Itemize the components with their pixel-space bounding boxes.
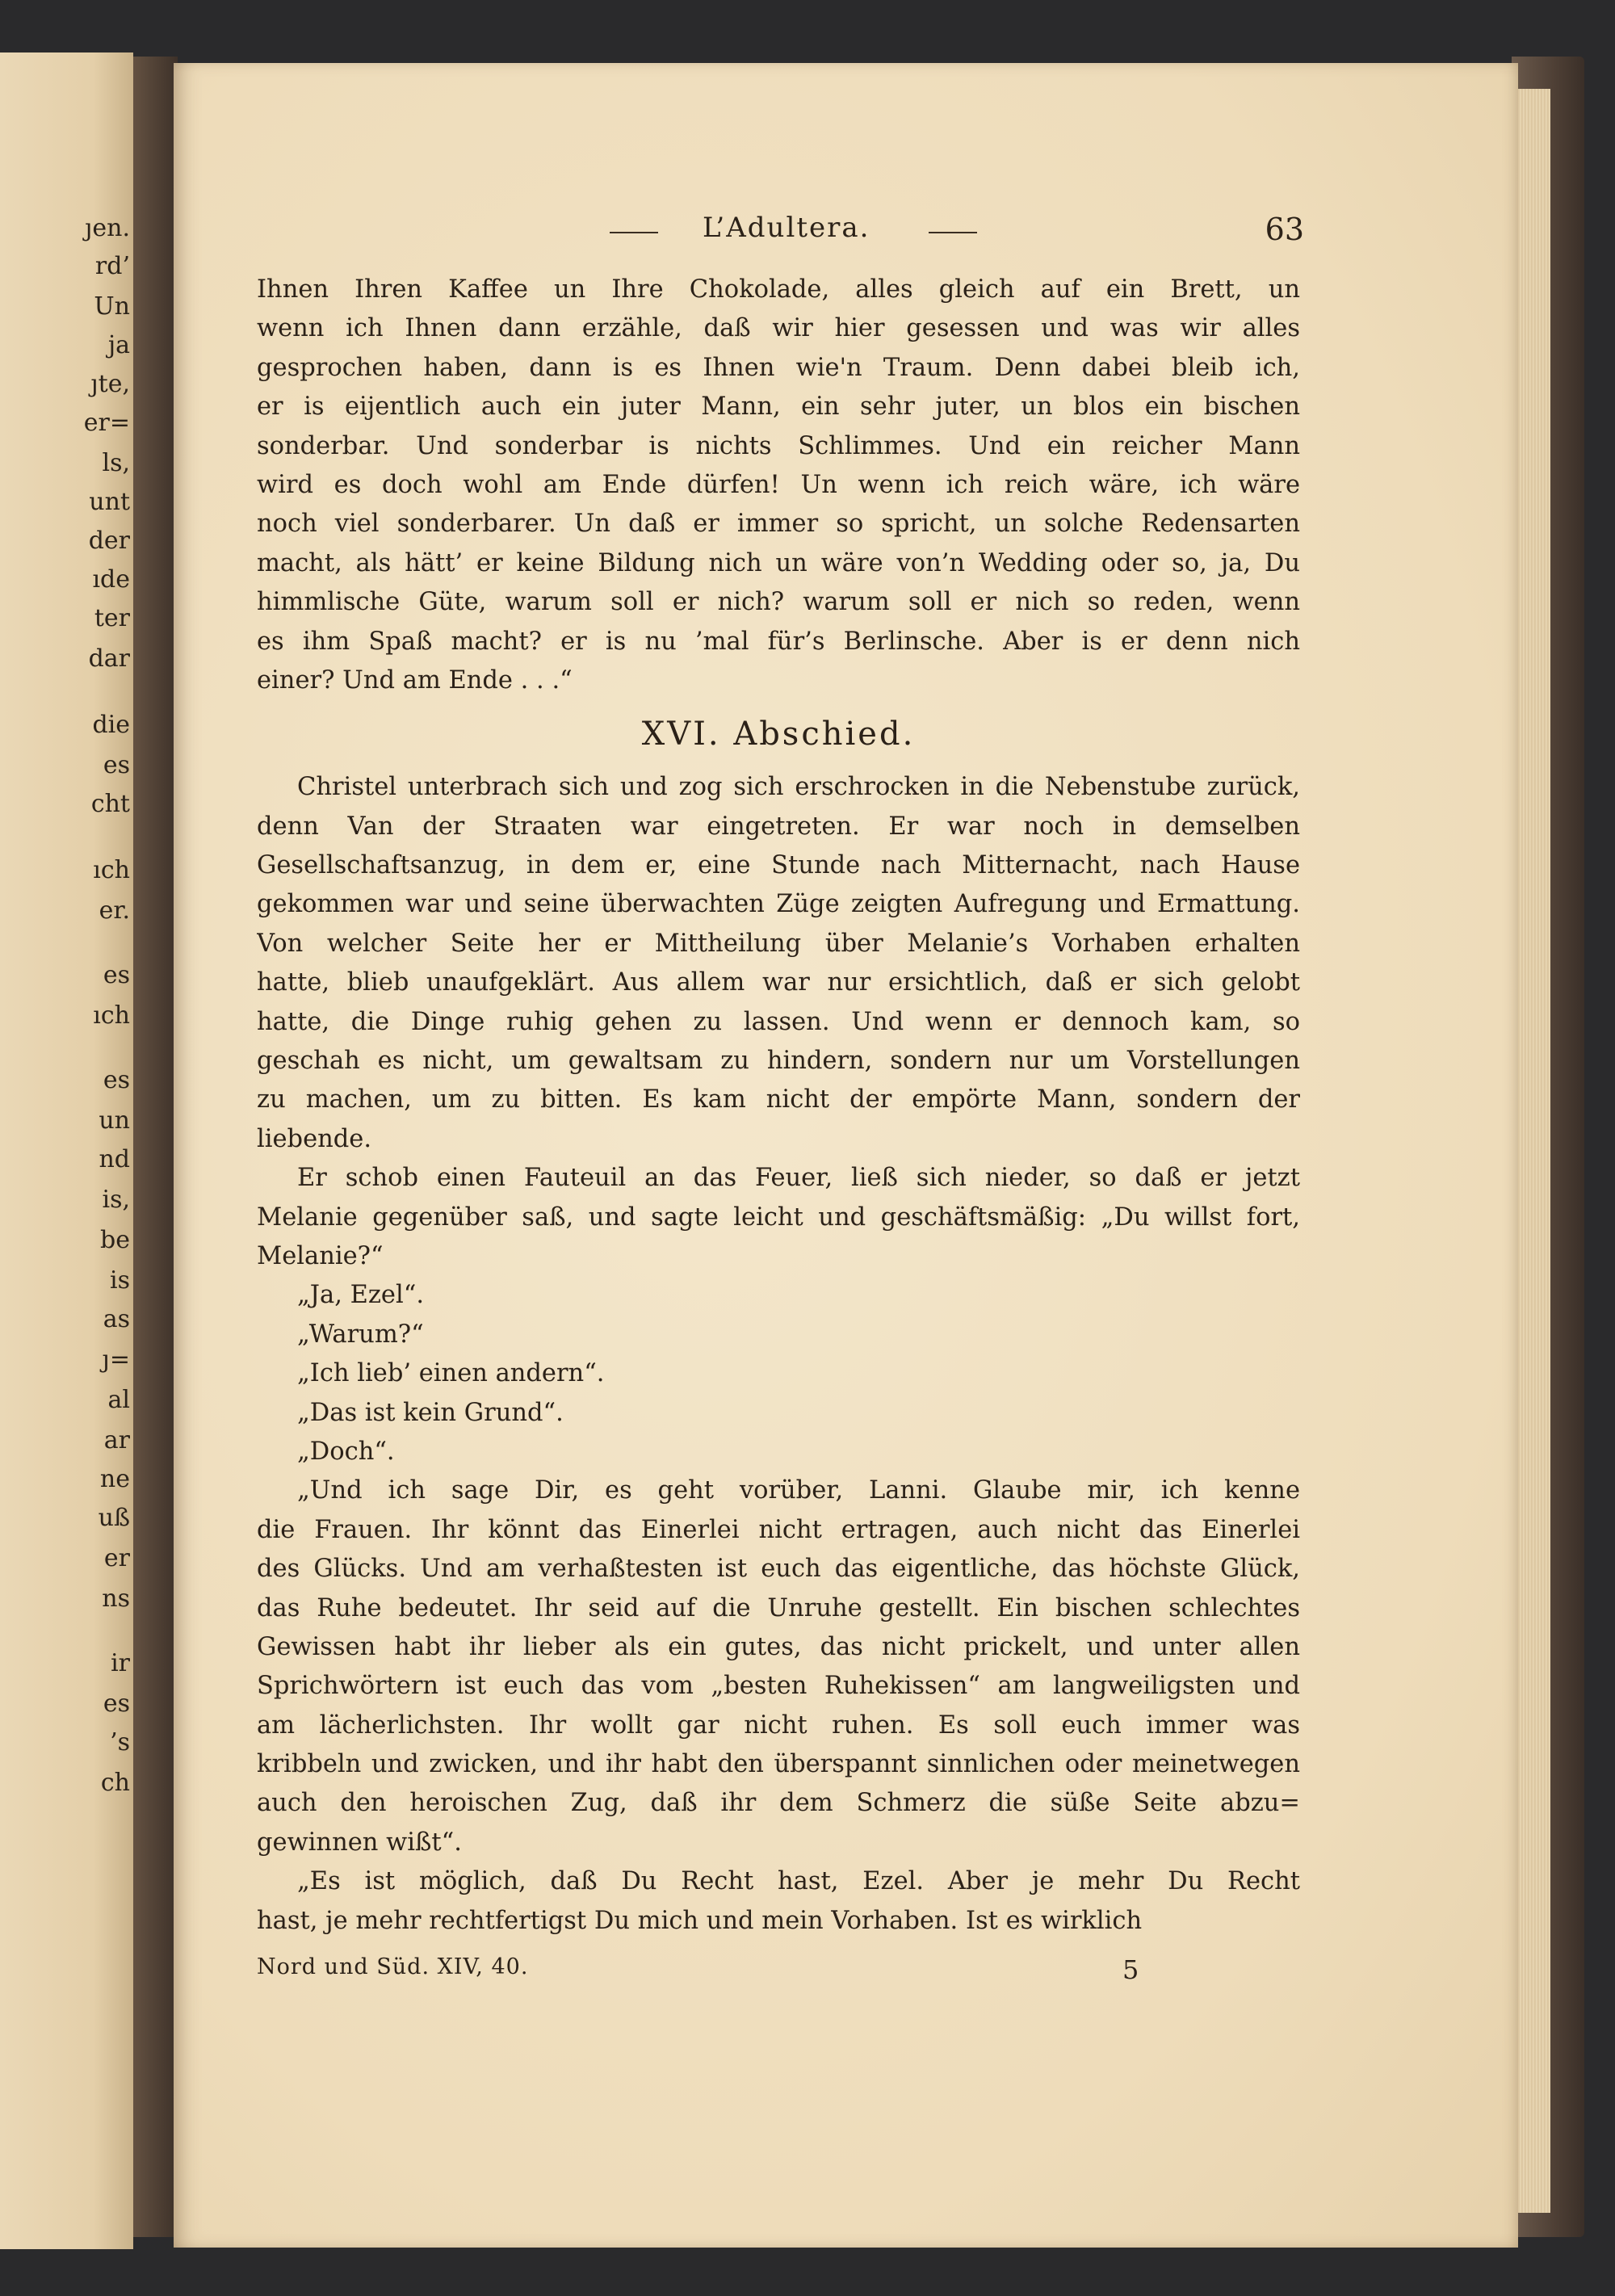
- left-page-fragment: ls,: [102, 449, 130, 477]
- header-rule-left: [610, 232, 658, 233]
- left-page-fragment: der: [88, 527, 130, 555]
- left-page-fragment: es: [103, 1066, 130, 1094]
- text-line: „Ich lieb’ einen andern“.: [297, 1359, 605, 1388]
- left-page-fragment: ter: [94, 604, 130, 632]
- left-page-fragment: ir: [111, 1649, 130, 1677]
- text-line: hast, je mehr rechtfertigst Du mich und mein Vorhaben. Ist es wirklich: [257, 1906, 1143, 1935]
- text-line: gewinnen wißt“.: [257, 1828, 462, 1857]
- signature-mark: Nord und Süd. XIV, 40.: [257, 1954, 529, 1979]
- left-facing-page: [0, 52, 133, 2249]
- text-line: sonderbar. Und sonderbar is nichts Schlimmes. Und ein reicher Mann: [257, 431, 1300, 460]
- text-line: liebende.: [257, 1124, 372, 1153]
- text-line: kribbeln und zwicken, und ihr habt den überspannt sinnlichen oder meinetwegen: [257, 1750, 1300, 1779]
- left-page-fragment: es: [103, 751, 130, 779]
- text-line: er is eijentlich auch ein juter Mann, ein sehr juter, un blos ein bischen: [257, 392, 1300, 422]
- text-line: himmlische Güte, warum soll er nich? warum soll er nich so reden, wenn: [257, 588, 1300, 617]
- left-page-fragment: nd: [99, 1145, 130, 1173]
- left-page-fragment: er.: [99, 896, 130, 925]
- text-line: „Das ist kein Grund“.: [297, 1398, 564, 1427]
- text-line: hatte, die Dinge ruhig gehen zu lassen. Und wenn er dennoch kam, so: [257, 1007, 1300, 1036]
- text-line: die Frauen. Ihr könnt das Einerlei nicht ertragen, auch nicht das Einerlei: [257, 1515, 1300, 1544]
- text-line: Christel unterbrach sich und zog sich erschrocken in die Nebenstube zurück,: [297, 773, 1300, 802]
- text-line: Gesellschaftsanzug, in dem er, eine Stunde nach Mitternacht, nach Hause: [257, 851, 1300, 880]
- text-before-chapter: [257, 271, 1300, 700]
- text-line: Gewissen habt ihr lieber als ein gutes, das nicht prickelt, und unter allen: [257, 1632, 1300, 1661]
- text-line: gesprochen haben, dann is es Ihnen wie'n Traum. Denn dabei bleib ich,: [257, 353, 1300, 382]
- text-line: „Ja, Ezel“.: [297, 1281, 425, 1310]
- left-page-fragment: er: [103, 1544, 130, 1572]
- text-line: einer? Und am Ende . . .“: [257, 665, 573, 695]
- running-title: L’Adultera.: [703, 212, 870, 244]
- text-line: Melanie?“: [257, 1241, 384, 1270]
- text-line: wird es doch wohl am Ende dürfen! Un wenn ich reich wäre, ich wäre: [257, 470, 1300, 499]
- left-page-fragment: be: [100, 1226, 130, 1254]
- left-page-fragment: ȷ=: [102, 1345, 130, 1374]
- text-line: es ihm Spaß macht? er is nu ’mal für’s Berlinsche. Aber is er denn nich: [257, 627, 1300, 656]
- text-line: noch viel sonderbarer. Un daß er immer so spricht, un solche Redensarten: [257, 510, 1300, 539]
- text-line: denn Van der Straaten war eingetreten. Er war noch in demselben: [257, 812, 1300, 841]
- text-line: des Glücks. Und am verhaßtesten ist euch das eigentliche, das höchste Glück,: [257, 1555, 1300, 1584]
- left-page-fragment: ar: [103, 1426, 130, 1454]
- left-page-fragment: ne: [99, 1465, 130, 1493]
- left-page-fragment: ja: [107, 331, 130, 359]
- page-number: 63: [1265, 212, 1304, 247]
- text-line: „Warum?“: [297, 1320, 424, 1349]
- text-line: Ihnen Ihren Kaffee un Ihre Chokolade, alles gleich auf ein Brett, un: [257, 275, 1300, 304]
- text-line: geschah es nicht, um gewaltsam zu hindern, sondern nur um Vorstellungen: [257, 1047, 1300, 1076]
- text-line: wenn ich Ihnen dann erzähle, daß wir hier gesessen und was wir alles: [257, 314, 1300, 343]
- left-page-fragment: cht: [90, 790, 130, 818]
- left-page-fragment: ıde: [92, 565, 130, 594]
- text-line: am lächerlichsten. Ihr wollt gar nicht ruhen. Es soll euch immer was: [257, 1710, 1300, 1740]
- left-page-fragment: ’s: [110, 1728, 130, 1757]
- text-line: gekommen war und seine überwachten Züge zeigten Aufregung und Ermattung.: [257, 890, 1300, 919]
- text-line: Melanie gegenüber saß, und sagte leicht und geschäftsmäßig: „Du willst fort,: [257, 1203, 1300, 1232]
- left-page-fragment: dar: [88, 644, 130, 673]
- text-line: „Doch“.: [297, 1437, 395, 1466]
- left-page-fragment: rd’: [94, 252, 130, 280]
- left-page-fragment: uß: [98, 1504, 130, 1532]
- left-page-fragment: ȷen.: [85, 214, 130, 242]
- left-page-fragment: er=: [83, 409, 130, 437]
- text-line: hatte, blieb unaufgeklärt. Aus allem war nur ersichtlich, daß er sich gelobt: [257, 968, 1300, 997]
- left-page-fragment: die: [92, 711, 130, 739]
- left-page-fragment: ns: [102, 1585, 130, 1613]
- text-line: „Und ich sage Dir, es geht vorüber, Lanni. Glaube mir, ich kenne: [297, 1476, 1300, 1505]
- left-page-fragment: unt: [89, 488, 130, 516]
- left-page-fragment: is: [110, 1266, 130, 1295]
- text-after-chapter: [257, 768, 1300, 1941]
- text-line: Er schob einen Fauteuil an das Feuer, ließ sich nieder, so daß er jetzt: [297, 1164, 1300, 1193]
- left-page-fragment: un: [99, 1106, 130, 1135]
- left-page-fragment: es: [103, 961, 130, 989]
- text-line: zu machen, um zu bitten. Es kam nicht der empörte Mann, sondern der: [257, 1085, 1300, 1114]
- text-line: auch den heroischen Zug, daß ihr dem Schmerz die süße Seite abzu=: [257, 1789, 1300, 1818]
- chapter-heading: XVI. Abschied.: [641, 716, 916, 753]
- text-line: „Es ist möglich, daß Du Recht hast, Ezel. Aber je mehr Du Recht: [297, 1867, 1300, 1896]
- left-page-fragment: ıch: [93, 1001, 130, 1030]
- header-rule-right: [929, 232, 977, 233]
- left-page-fragment: as: [103, 1305, 130, 1333]
- running-header: [436, 212, 1304, 252]
- page-footer: [257, 1954, 1145, 1995]
- left-page-fragment: es: [103, 1689, 130, 1718]
- left-page-fragment: is,: [102, 1186, 130, 1214]
- sheet-number: 5: [1122, 1954, 1139, 1985]
- left-page-fragment: ch: [100, 1769, 130, 1797]
- body-text: [257, 271, 1300, 1941]
- left-page-fragment: ıch: [93, 856, 130, 884]
- left-page-fragment: al: [107, 1386, 130, 1414]
- left-page-fragment: Un: [94, 292, 130, 321]
- left-page-fragment: ȷte,: [90, 370, 130, 398]
- text-line: Sprichwörtern ist euch das vom „besten Ruhekissen“ am langweiligsten und: [257, 1672, 1300, 1701]
- text-line: das Ruhe bedeutet. Ihr seid auf die Unruhe gestellt. Ein bischen schlechtes: [257, 1593, 1300, 1622]
- text-line: macht, als hätt’ er keine Bildung nich un wäre von’n Wedding oder so, ja, Du: [257, 548, 1300, 577]
- text-line: Von welcher Seite her er Mittheilung über Melanie’s Vorhaben erhalten: [257, 929, 1300, 958]
- page-block-edge: [1514, 89, 1550, 2213]
